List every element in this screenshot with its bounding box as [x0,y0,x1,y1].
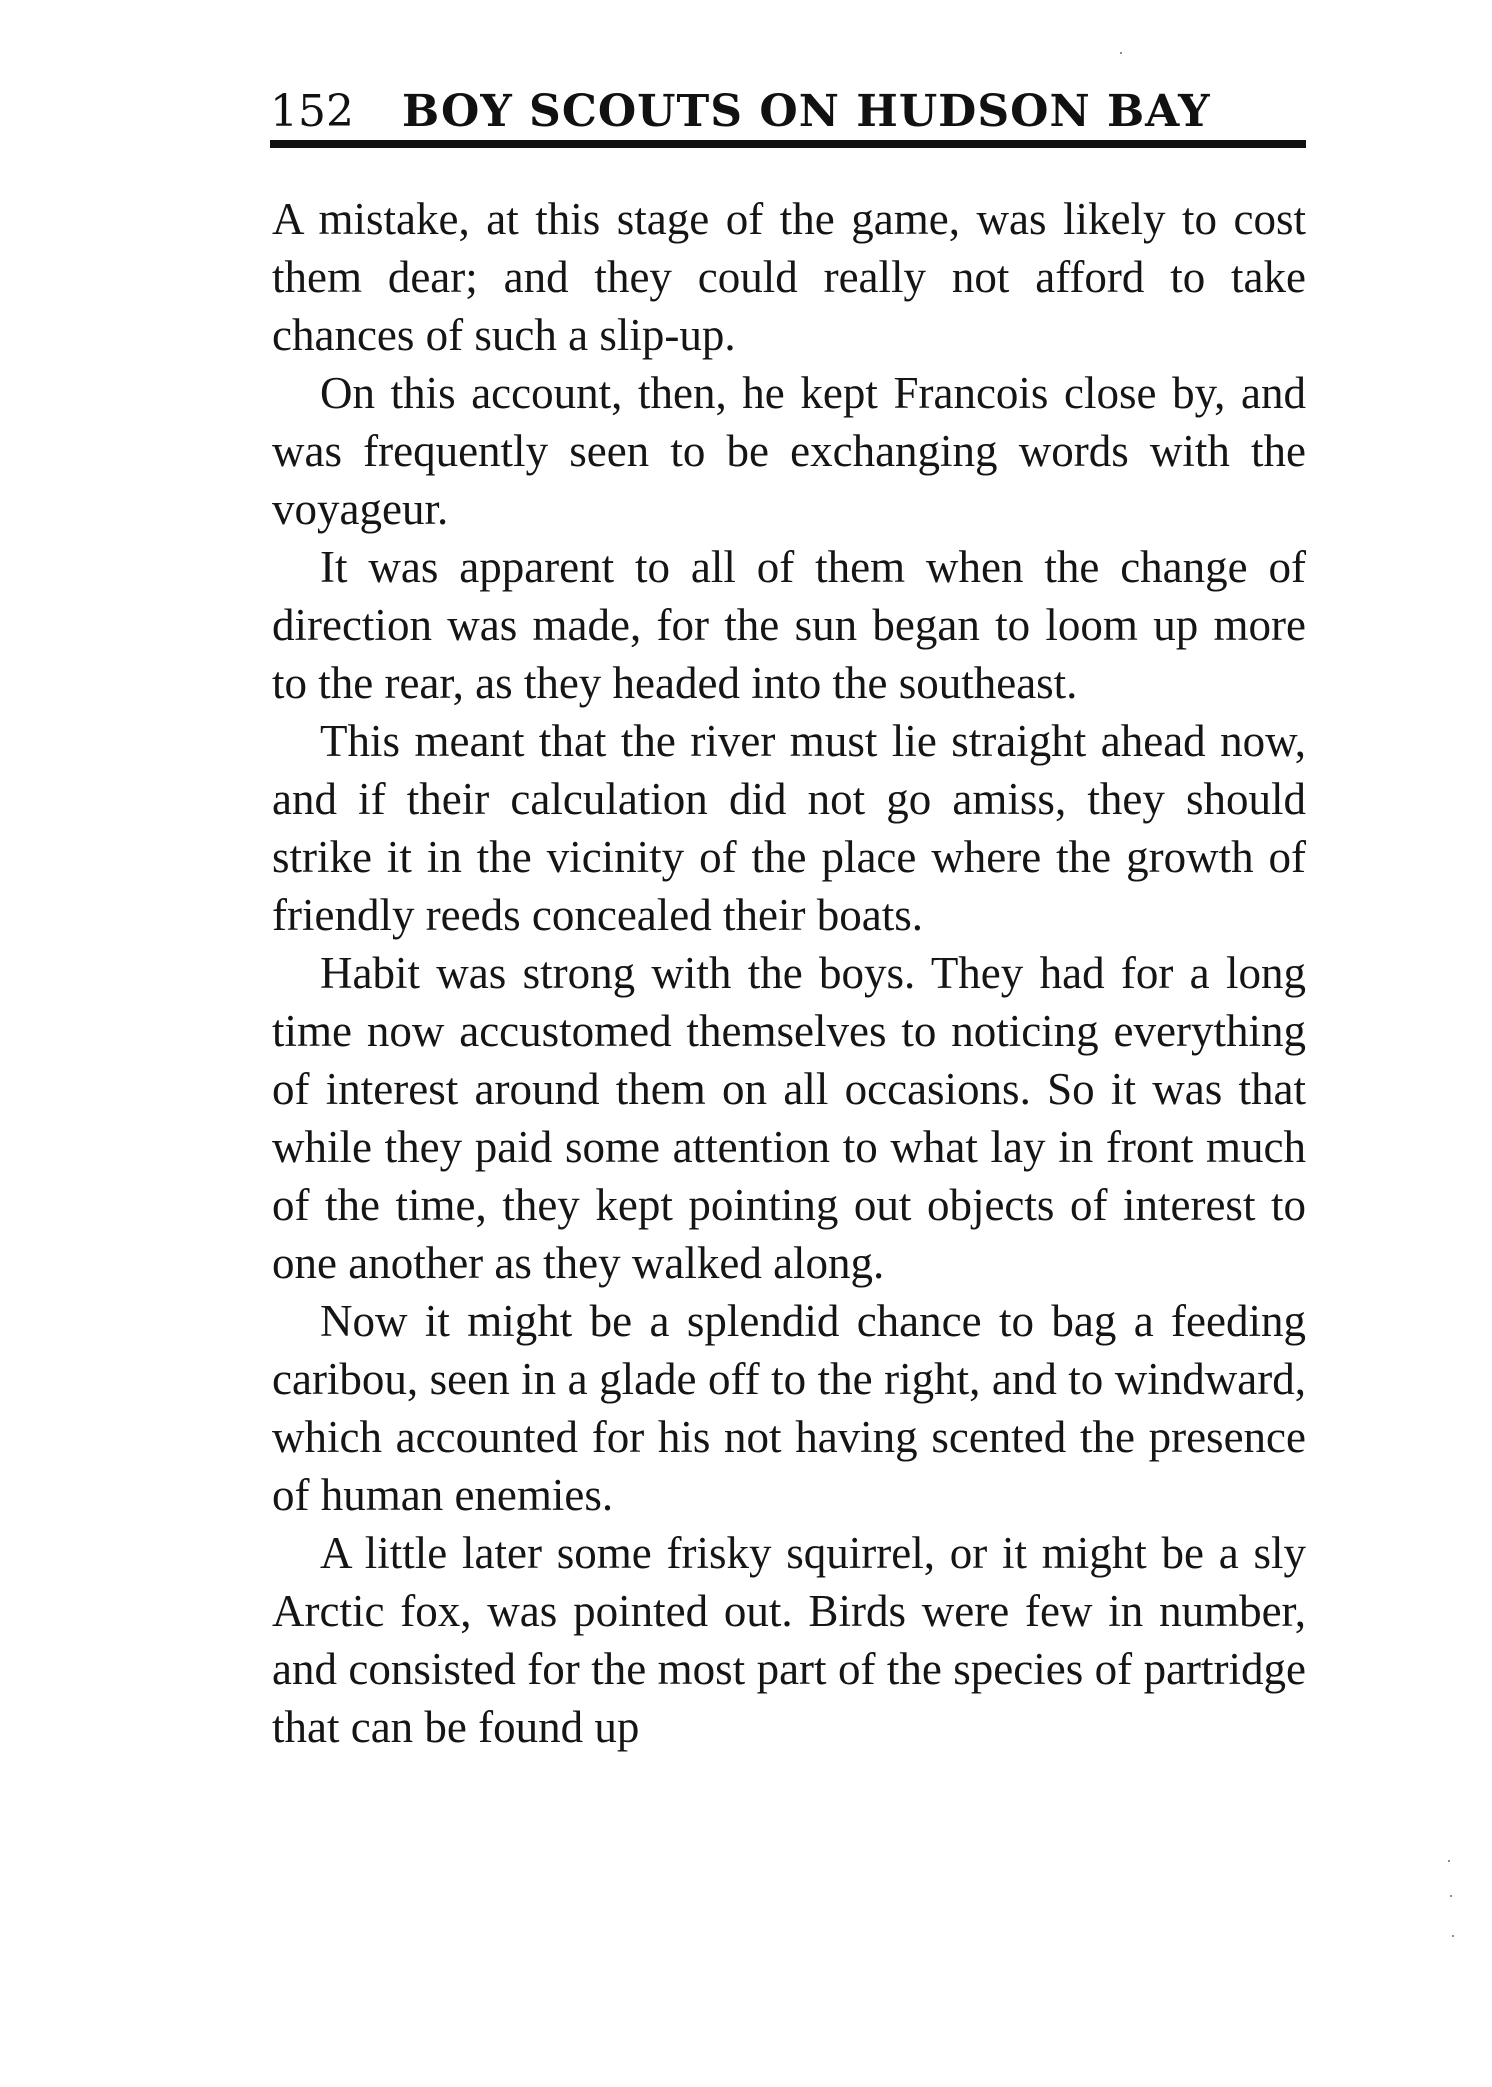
paragraph-5: Habit was strong with the boys. They had for a long time now accustomed themselves to noticing everything of interest around them on all occasions. So it was that while they paid some attention to what lay in front much of the time, they kept pointing out objects of interest to one another as they walked along. [272,948,1306,1288]
paragraph-2: On this account, then, he kept Francois close by, and was frequently seen to be exchanging words with the voyageur. [272,368,1306,534]
paper-speck [1450,1895,1452,1897]
paragraph-4: This meant that the river must lie straight ahead now, and if their calculation did not go amiss, they should strike it in the vicinity of the place where the growth of friendly reeds concealed their boats. [272,716,1306,940]
running-head [270,82,1305,142]
paper-speck [1448,1860,1450,1862]
page-number: 152 [270,86,354,137]
paper-speck [1452,1935,1454,1937]
paper-speck [1120,52,1122,54]
header-rule [270,140,1306,148]
body-text [272,190,1306,1756]
paragraph-6: Now it might be a splendid chance to bag a feeding caribou, seen in a glade off to the right, and to windward, which accounted for his not having scented the presence of human enemies. [272,1296,1306,1520]
paragraph-3: It was apparent to all of them when the change of direction was made, for the sun began to loom up more to the rear, as they headed into the southeast. [272,542,1306,708]
paragraph-1: A mistake, at this stage of the game, was likely to cost them dear; and they could really not afford to take chances of such a slip-up. [272,194,1306,360]
book-title: BOY SCOUTS ON HUDSON BAY [401,86,1211,137]
paragraph-7: A little later some frisky squirrel, or it might be a sly Arctic fox, was pointed out. Birds were few in number, and consisted for the most part of the species of partridge that can be found up [272,1528,1306,1752]
